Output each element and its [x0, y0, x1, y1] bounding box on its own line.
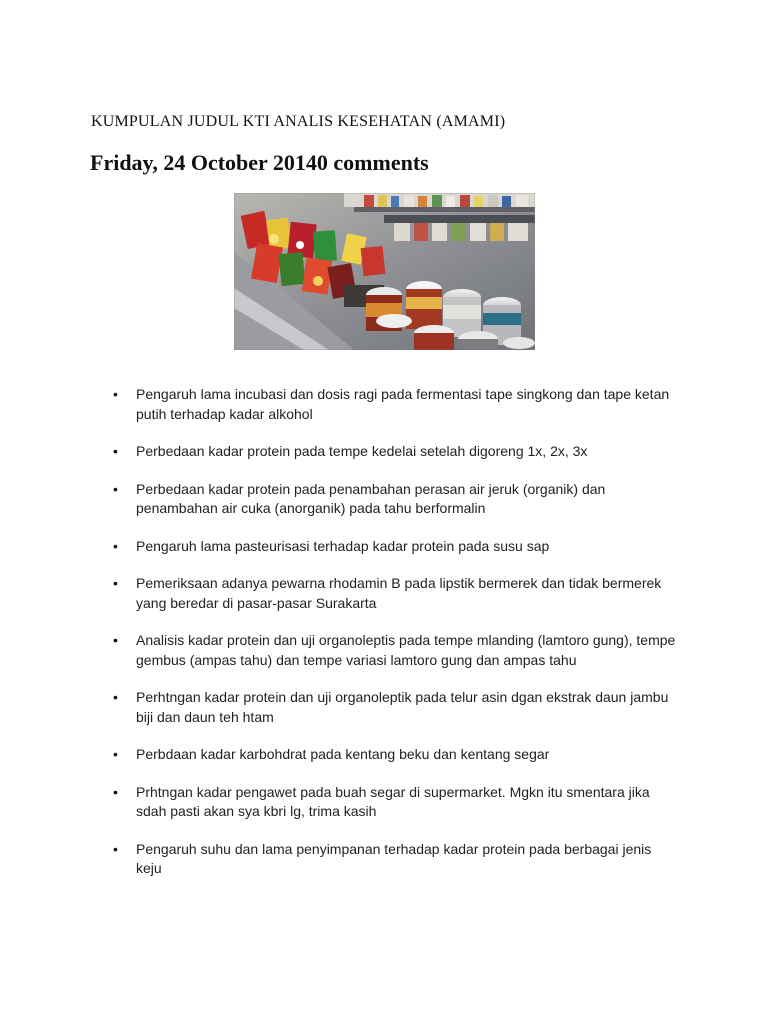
list-item: [113, 442, 676, 462]
bullet-icon: •: [113, 746, 118, 762]
list-item-text: Prhtngan kadar pengawet pada buah segar di supermarket. Mgkn itu smentara jika sdah pasti akan sya kbri lg, trima kasih: [136, 783, 650, 819]
list-item-text: Perhtngan kadar protein dan uji organoleptik pada telur asin dgan ekstrak daun jambu biji dan daun teh htam: [136, 689, 669, 725]
bullet-icon: •: [113, 537, 118, 554]
list-item: [113, 783, 676, 822]
supermarket-shelf-photo: [234, 193, 535, 350]
list-item: [113, 688, 676, 727]
bullet-icon: •: [113, 480, 118, 497]
list-item-text: Pemeriksaan adanya pewarna rhodamin B pada lipstik bermerek dan tidak bermerek yang beredar di pasar-pasar Surakarta: [136, 575, 662, 611]
bullet-icon: •: [113, 689, 118, 705]
kti-title-list: [0, 385, 768, 897]
bullet-icon: •: [113, 443, 118, 459]
post-date-heading: Friday, 24 October 20140 comments: [90, 150, 429, 175]
list-item: [113, 574, 676, 613]
list-item-text: Pengaruh suhu dan lama penyimpanan terhadap kadar protein pada berbagai jenis keju: [136, 840, 652, 876]
list-item: [113, 745, 676, 765]
list-item: [113, 480, 676, 519]
list-item: [113, 840, 676, 879]
list-item-text: Pengaruh lama incubasi dan dosis ragi pada fermentasi tape singkong dan tape ketan putih terhadap kadar alkohol: [136, 386, 670, 422]
list-item-text: Perbdaan kadar karbohdrat pada kentang beku dan kentang segar: [136, 746, 550, 762]
list-item-text: Analisis kadar protein dan uji organoleptis pada tempe mlanding (lamtoro gung), tempe gembus (ampas tahu) dan tempe variasi lamtoro gung dan ampas tahu: [136, 632, 676, 668]
list-item-text: Perbedaan kadar protein pada tempe kedelai setelah digoreng 1x, 2x, 3x: [136, 443, 588, 459]
bullet-icon: •: [113, 575, 118, 591]
bullet-icon: •: [113, 632, 118, 648]
bullet-icon: •: [113, 783, 118, 800]
bullet-icon: •: [113, 386, 118, 402]
list-item: [113, 537, 676, 557]
bullet-icon: •: [113, 840, 118, 857]
list-item: [113, 631, 676, 670]
page-title: KUMPULAN JUDUL KTI ANALIS KESEHATAN (AMAMI): [91, 113, 506, 130]
list-item-text: Perbedaan kadar protein pada penambahan perasan air jeruk (organik) dan penambahan air cuka (anorganik) pada tahu berformalin: [136, 480, 606, 516]
list-item-text: Pengaruh lama pasteurisasi terhadap kadar protein pada susu sap: [136, 537, 550, 554]
list-item: [113, 385, 676, 424]
